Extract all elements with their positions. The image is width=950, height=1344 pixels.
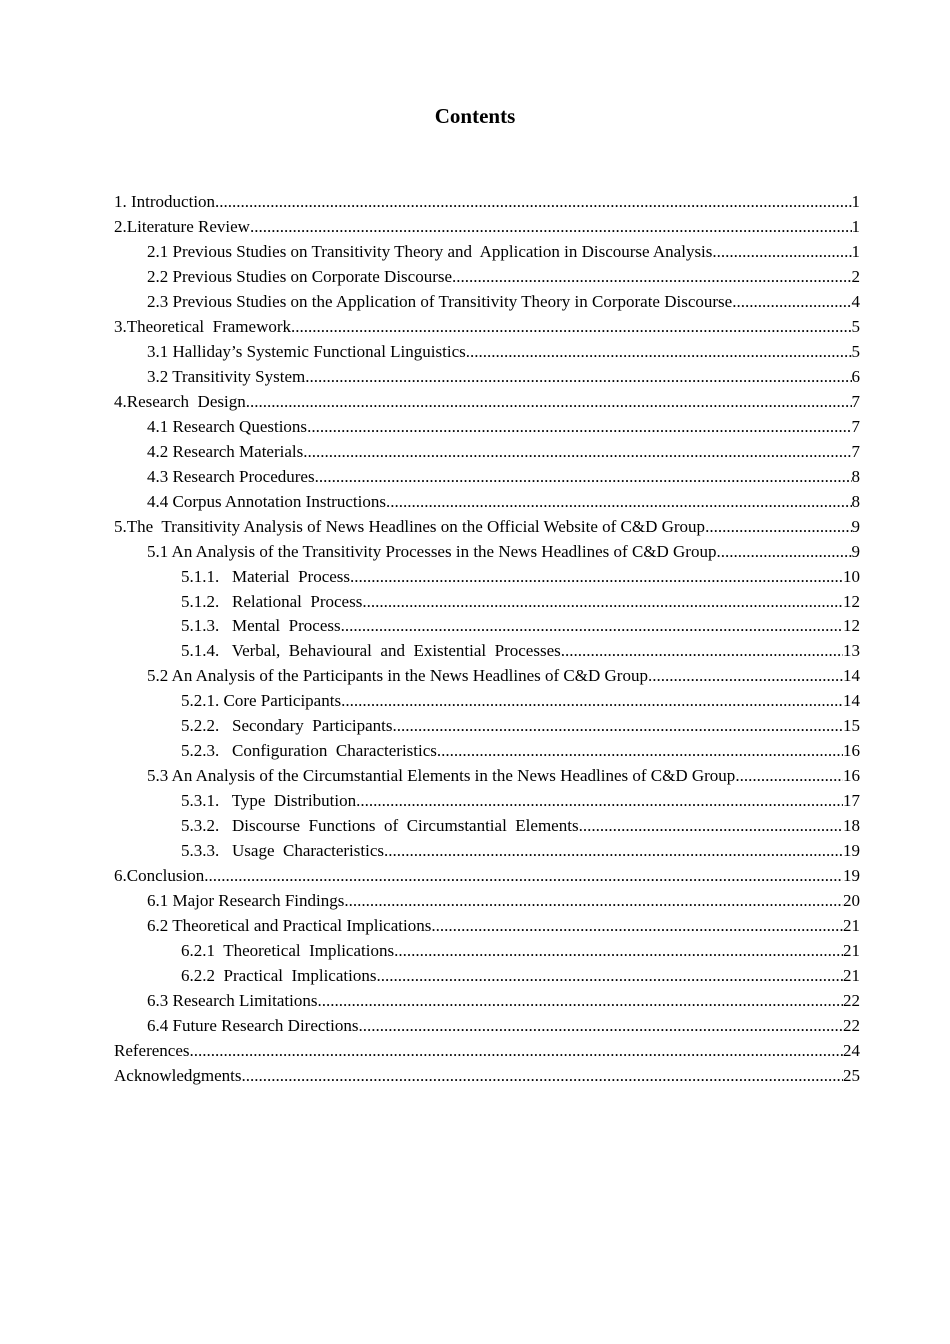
toc-dot-leader bbox=[303, 440, 851, 465]
toc-entry[interactable] bbox=[114, 1039, 860, 1064]
toc-entry[interactable] bbox=[114, 689, 860, 714]
toc-dot-leader bbox=[250, 215, 852, 240]
toc-page-number: 22 bbox=[843, 991, 860, 1010]
toc-entry-title: 5.2 An Analysis of the Participants in the News Headlines of C&D Group bbox=[147, 666, 648, 686]
toc-dot-leader bbox=[735, 764, 843, 789]
toc-dot-leader bbox=[291, 315, 851, 340]
toc-entry-title: 5.1.3. Mental Process bbox=[181, 616, 341, 636]
toc-entry-title: 3.Theoretical Framework bbox=[114, 316, 292, 336]
toc-page-number: 16 bbox=[843, 741, 860, 761]
toc-page-number: 22 bbox=[843, 1015, 860, 1035]
toc-entry[interactable] bbox=[114, 839, 860, 864]
toc-entry-title: 5.1.2. Relational Process bbox=[181, 591, 363, 611]
toc-page-number: 4 bbox=[851, 291, 860, 311]
toc-entry[interactable] bbox=[114, 340, 860, 365]
toc-dot-leader bbox=[315, 465, 852, 490]
toc-page-number: 9 bbox=[851, 541, 860, 561]
toc-entry-title: 3.2 Transitivity System bbox=[147, 366, 306, 386]
toc-entry[interactable] bbox=[114, 1014, 860, 1039]
toc-page-number: 5 bbox=[851, 316, 860, 336]
toc-page-number: 14 bbox=[843, 691, 860, 711]
toc-entry-title: 5.1 An Analysis of the Transitivity Processes in the News Headlines of C&D Group bbox=[147, 541, 717, 561]
toc-entry-title: 5.3.1. Type Distribution bbox=[181, 791, 357, 811]
toc-page-number: 7 bbox=[851, 441, 860, 461]
toc-dot-leader bbox=[394, 939, 843, 964]
toc-entry-title: Acknowledgments bbox=[114, 1065, 242, 1085]
page-title: Contents bbox=[434, 104, 516, 128]
toc-page-number: 7 bbox=[851, 416, 860, 436]
toc-entry-title: 6.3 Research Limitations bbox=[147, 991, 318, 1010]
toc-entry-title: 6.Conclusion bbox=[114, 866, 205, 886]
toc-entry-title: 6.2 Theoretical and Practical Implications bbox=[147, 916, 432, 936]
toc-page-number: 21 bbox=[843, 941, 860, 961]
toc-page-number: 7 bbox=[851, 391, 860, 411]
toc-entry-title: 5.2.2. Secondary Participants bbox=[181, 716, 393, 736]
toc-page-number: 20 bbox=[843, 891, 860, 911]
toc-entry[interactable] bbox=[114, 789, 860, 814]
toc-entry-title: 2.2 Previous Studies on Corporate Discourse bbox=[147, 266, 453, 286]
toc-entry-title: 5.3.3. Usage Characteristics bbox=[181, 841, 384, 861]
toc-page-number: 8 bbox=[851, 491, 860, 511]
toc-entry[interactable] bbox=[114, 290, 860, 315]
toc-entry[interactable] bbox=[114, 465, 860, 490]
toc-entry-title: 2.1 Previous Studies on Transitivity Theory and Application in Discourse Analysis bbox=[147, 241, 713, 261]
toc-dot-leader bbox=[344, 889, 843, 914]
toc-dot-leader bbox=[215, 190, 851, 215]
toc-page-number: 2 bbox=[851, 266, 860, 286]
toc-page-number: 16 bbox=[843, 766, 860, 786]
toc-entry[interactable] bbox=[114, 190, 860, 215]
toc-page-number: 19 bbox=[843, 866, 860, 886]
toc-entry[interactable] bbox=[114, 215, 860, 240]
toc-entry-title: 5.3.2. Discourse Functions of Circumstantial Elements bbox=[181, 816, 579, 836]
toc-dot-leader bbox=[452, 265, 851, 290]
toc-dot-leader bbox=[712, 240, 851, 265]
toc-page-number: 17 bbox=[843, 791, 860, 811]
toc-dot-leader bbox=[317, 989, 843, 1014]
toc-dot-leader bbox=[359, 1014, 844, 1039]
toc-entry[interactable] bbox=[114, 664, 860, 689]
toc-page-number: 1 bbox=[851, 241, 860, 261]
toc-page-number: 18 bbox=[843, 816, 860, 836]
toc-entry-title: 4.1 Research Questions bbox=[147, 416, 308, 436]
toc-entry[interactable] bbox=[114, 614, 860, 639]
toc-dot-leader bbox=[386, 490, 852, 515]
toc-entry-title: 5.The Transitivity Analysis of News Headlines on the Official Website of C&D Group bbox=[114, 516, 706, 536]
toc-dot-leader bbox=[341, 689, 843, 714]
toc-page-number: 1 bbox=[851, 216, 860, 236]
toc-dot-leader bbox=[241, 1064, 843, 1089]
toc-page-number: 19 bbox=[843, 841, 860, 861]
toc-page-number: 21 bbox=[843, 916, 860, 936]
toc-dot-leader bbox=[579, 814, 843, 839]
toc-entry[interactable] bbox=[114, 240, 860, 265]
toc-entry[interactable] bbox=[114, 814, 860, 839]
toc-page-number: 24 bbox=[843, 1040, 860, 1060]
toc-entry-title: 4.Research Design bbox=[114, 391, 246, 411]
toc-page-number: 25 bbox=[843, 1065, 860, 1085]
toc-dot-leader bbox=[431, 914, 843, 939]
toc-entry-title: 6.1 Major Research Findings bbox=[147, 891, 345, 911]
toc-entry-title: 4.3 Research Procedures bbox=[147, 466, 315, 486]
toc-page-number: 5 bbox=[851, 341, 860, 361]
toc-entry-title: 5.2.1. Core Participants bbox=[181, 691, 342, 711]
toc-dot-leader bbox=[384, 839, 843, 864]
toc-dot-leader bbox=[341, 614, 843, 639]
toc-entry-title: 4.2 Research Materials bbox=[147, 441, 304, 461]
toc-entry[interactable] bbox=[114, 565, 860, 590]
toc-entry[interactable] bbox=[114, 939, 860, 964]
toc-entry-title: 6.2.2 Practical Implications bbox=[181, 966, 377, 986]
toc-entry[interactable] bbox=[114, 590, 860, 615]
table-of-contents bbox=[114, 190, 860, 1089]
toc-page-number: 1 bbox=[851, 192, 860, 211]
toc-entry[interactable] bbox=[114, 540, 860, 565]
toc-dot-leader bbox=[732, 290, 851, 315]
toc-page-number: 12 bbox=[843, 591, 860, 611]
toc-dot-leader bbox=[204, 864, 843, 889]
toc-page-number: 15 bbox=[843, 716, 860, 736]
toc-entry[interactable] bbox=[114, 914, 860, 939]
toc-entry-title: 3.1 Halliday’s Systemic Functional Linguistics bbox=[147, 341, 466, 361]
toc-entry-title: 6.4 Future Research Directions bbox=[147, 1015, 359, 1035]
toc-entry[interactable] bbox=[114, 639, 860, 664]
toc-entry-title: References bbox=[114, 1040, 190, 1060]
toc-entry[interactable] bbox=[114, 864, 860, 889]
toc-dot-leader bbox=[705, 515, 851, 540]
toc-dot-leader bbox=[393, 714, 843, 739]
toc-dot-leader bbox=[716, 540, 851, 565]
toc-entry[interactable] bbox=[114, 889, 860, 914]
toc-entry[interactable] bbox=[114, 490, 860, 515]
toc-dot-leader bbox=[246, 390, 852, 415]
toc-entry[interactable] bbox=[114, 415, 860, 440]
toc-entry[interactable] bbox=[114, 440, 860, 465]
toc-entry[interactable] bbox=[114, 1064, 860, 1089]
toc-dot-leader bbox=[466, 340, 852, 365]
toc-page-number: 8 bbox=[851, 466, 860, 486]
toc-entry-title: 2.Literature Review bbox=[114, 216, 250, 236]
toc-entry-title: 5.1.1. Material Process bbox=[181, 566, 351, 586]
toc-entry-title: 2.3 Previous Studies on the Application of Transitivity Theory in Corporate Discourse bbox=[147, 291, 733, 311]
toc-dot-leader bbox=[437, 739, 843, 764]
toc-entry[interactable] bbox=[114, 989, 860, 1014]
toc-dot-leader bbox=[350, 565, 843, 590]
toc-dot-leader bbox=[561, 639, 843, 664]
toc-entry-title: 6.2.1 Theoretical Implications bbox=[181, 941, 395, 961]
toc-dot-leader bbox=[362, 590, 843, 615]
toc-entry[interactable] bbox=[114, 764, 860, 789]
toc-page-number: 12 bbox=[843, 616, 860, 636]
toc-entry-title: 1. Introduction bbox=[114, 192, 216, 211]
toc-entry[interactable] bbox=[114, 365, 860, 390]
toc-entry-title: 5.3 An Analysis of the Circumstantial Elements in the News Headlines of C&D Group bbox=[147, 766, 736, 786]
toc-entry[interactable] bbox=[114, 515, 860, 540]
toc-dot-leader bbox=[376, 964, 843, 989]
toc-entry[interactable] bbox=[114, 265, 860, 290]
toc-dot-leader bbox=[305, 365, 851, 390]
toc-entry[interactable] bbox=[114, 390, 860, 415]
toc-dot-leader bbox=[307, 415, 851, 440]
toc-dot-leader bbox=[648, 664, 843, 689]
toc-page-number: 9 bbox=[851, 516, 860, 536]
toc-entry-title: 5.1.4. Verbal, Behavioural and Existential Processes bbox=[181, 641, 561, 661]
toc-page-number: 21 bbox=[843, 966, 860, 986]
toc-entry-title: 5.2.3. Configuration Characteristics bbox=[181, 741, 437, 761]
toc-dot-leader bbox=[190, 1039, 843, 1064]
toc-entry-title: 4.4 Corpus Annotation Instructions bbox=[147, 491, 386, 511]
toc-entry[interactable] bbox=[114, 739, 860, 764]
toc-entry[interactable] bbox=[114, 315, 860, 340]
toc-entry[interactable] bbox=[114, 964, 860, 989]
toc-page-number: 13 bbox=[843, 641, 860, 661]
toc-page-number: 14 bbox=[843, 666, 860, 686]
toc-page-number: 10 bbox=[843, 566, 860, 586]
toc-dot-leader bbox=[356, 789, 843, 814]
toc-page-number: 6 bbox=[851, 366, 860, 386]
toc-entry[interactable] bbox=[114, 714, 860, 739]
